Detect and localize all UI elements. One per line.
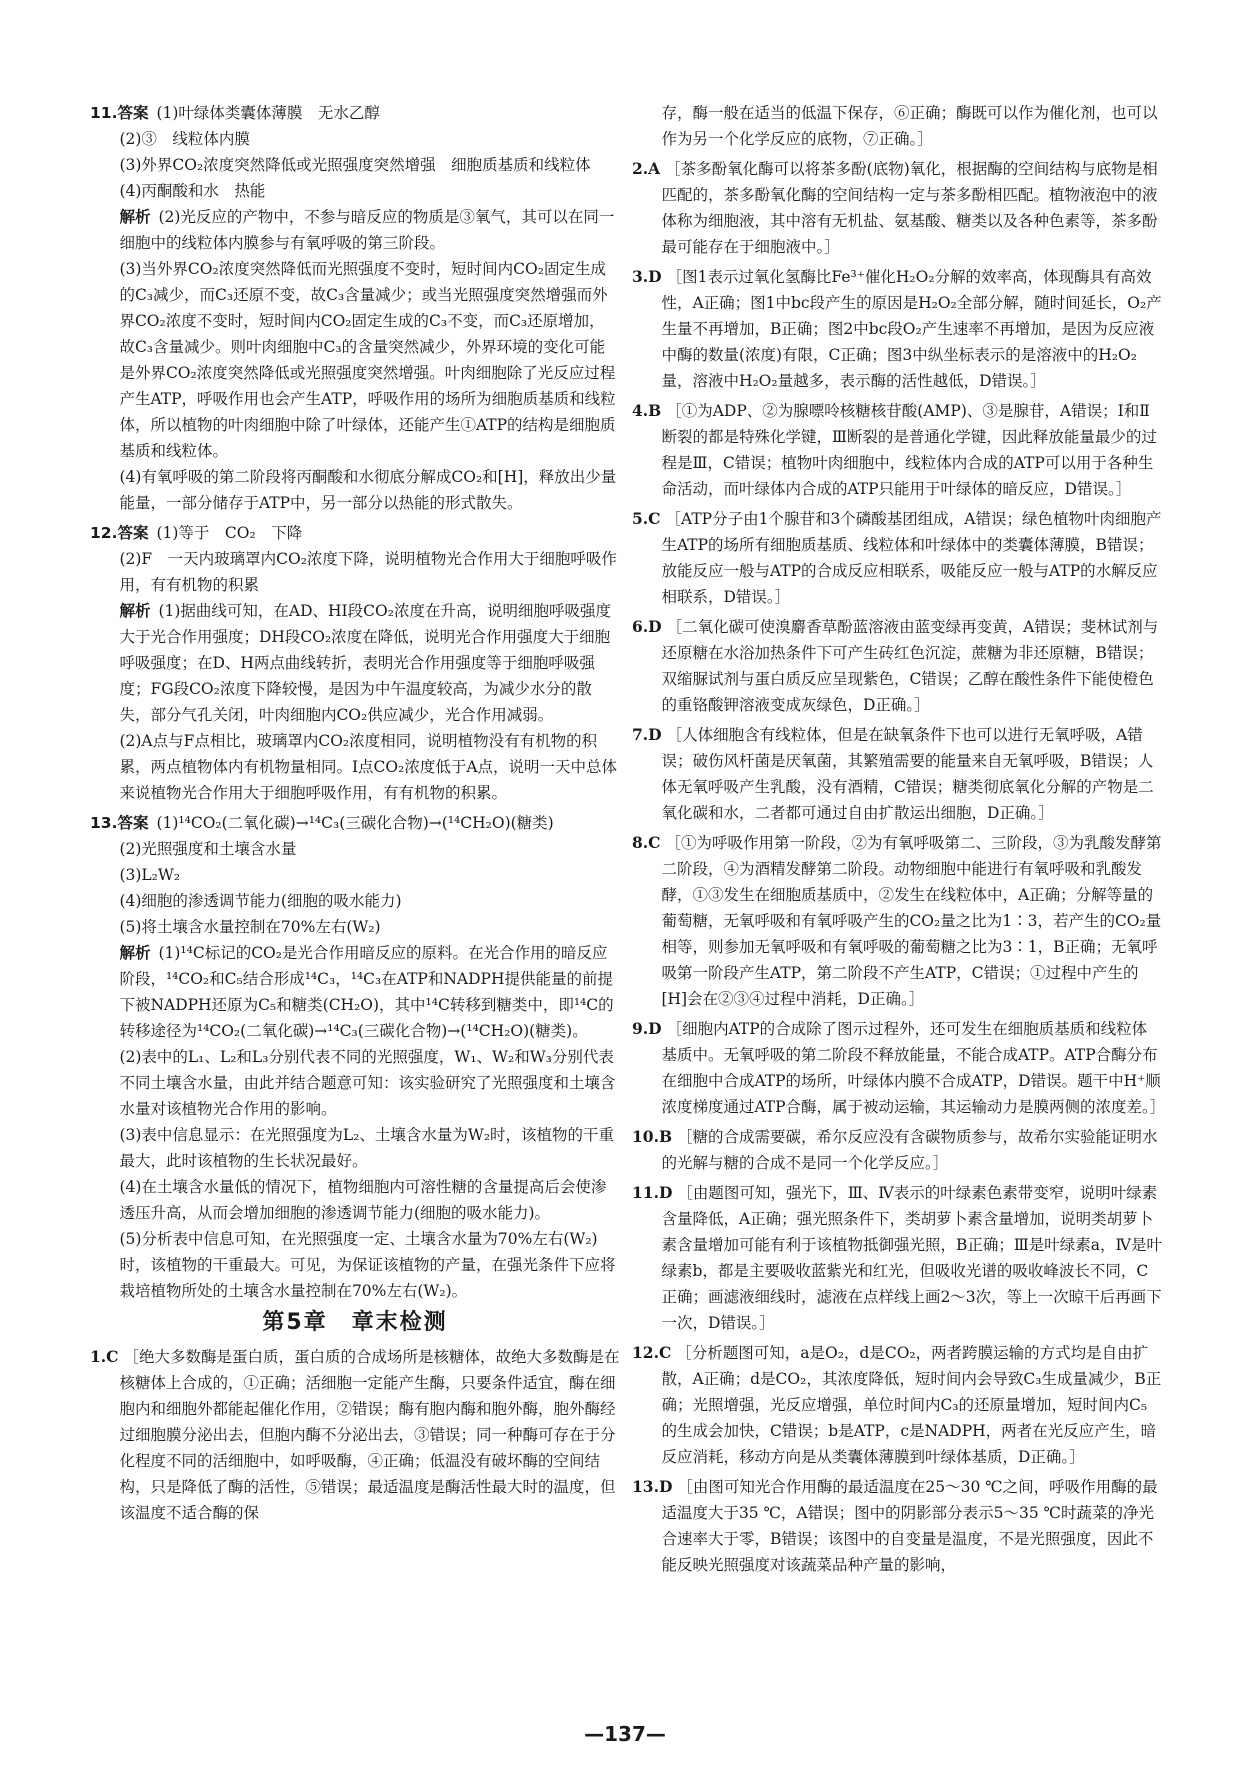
item-number: 10.B [632,1127,673,1146]
answer-6: 6.D ［二氧化碳可使溴麝香草酚蓝溶液由蓝变绿再变黄，A错误；斐林试剂与还原糖在水浴加热条件下可产生砖红色沉淀，蔗糖为非还原糖，B错误；双缩脲试剂与蛋白质反应呈现紫色，C错误；乙醇在酸性条件下能使橙色的重铬酸钾溶液变成灰绿色，D正确。］ [632,617,1159,714]
explanation-label: 解析 [119,602,151,620]
item-number: 7.D [632,725,662,744]
answer-11: 11.答案 (1)叶绿体类囊体薄膜 无水乙醇 (2)③ 线粒体内膜 (3)外界CO₂浓度突然降低或光照强度突然增强 细胞质基质和线粒体 (4)丙酮酸和水 热能 解析 (2)光反应的产物中，不参与暗反应的物质是③氧气，其可以在同一细胞中的线粒体内膜参与有氧呼吸的第三阶段。 (3)当外界CO₂浓度突然降低而光照强度不变时，短时间内CO₂固定生成的C₃减少，而C₃还原不变，故C₃含量减少；或当光照强度突然增强而外界CO₂浓度不变时，短时间内CO₂固定生成的C₃不变，而C₃还原增加，故C₃含量减少。则叶肉细胞中C₃的含量突然减少，外界环境的变化可能是外界CO₂浓度突然降低或光照强度突然增强。叶肉细胞除了光反应过程产生ATP，呼吸作用也会产生ATP，呼吸作用的场所为细胞质基质和线粒体，所以植物的叶肉细胞中除了叶绿体，还能产生①ATP的结构是细胞质基质和线粒体。 (4)有氧呼吸的第二阶段将丙酮酸和水彻底分解成CO₂和[H]，释放出少量能量，一部分储存于ATP中，另一部分以热能的形式散失。 [90,104,617,512]
answer-9: 9.D ［细胞内ATP的合成除了图示过程外，还可发生在细胞质基质和线粒体基质中。无氧呼吸的第二阶段不释放能量，不能合成ATP。ATP合酶分布在细胞中合成ATP的场所，叶绿体内膜不合成ATP，D错误。题干中H⁺顺浓度梯度通过ATP合酶，属于被动运输，其运输动力是膜两侧的浓度差。］ [632,1019,1166,1116]
chapter-heading: 第5章 章末检测 [262,1310,448,1335]
left-column [90,100,620,1530]
explanation-label: 解析 [119,208,151,226]
answer-13-ch5: 13.D ［由图可知光合作用酶的最适温度在25～30 ℃之间，呼吸作用酶的最适温度大于35 ℃，A错误；图中的阴影部分表示5～35 ℃时蔬菜的净光合速率大于零，B错误；该图中的自变量是温度，不是光照强度，因此不能反映光照强度对该蔬菜品种产量的影响， [632,1477,1158,1574]
answer-11-ch5: 11.D ［由题图可知，强光下，Ⅲ、Ⅳ表示的叶绿素色素带变窄，说明叶绿素含量降低，A正确；强光照条件下，类胡萝卜素含量增加，说明类胡萝卜素含量增加可能有利于该植物抵御强光照，B正确；Ⅲ是叶绿素a，Ⅳ是叶绿素b，都是主要吸收蓝紫光和红光，但吸收光谱的吸收峰波长不同，C正确；画滤液细线时，滤液在点样线上画2～3次，等上一次晾干后再画下一次，D错误。］ [632,1183,1163,1332]
answer-10: 10.B ［糖的合成需要碳，希尔反应没有含碳物质参与，故希尔实验能证明水的光解与糖的合成不是同一个化学反应。］ [632,1127,1158,1172]
answer-4: 4.B ［①为ADP、②为腺嘌呤核糖核苷酸(AMP)、③是腺苷，A错误；Ⅰ和Ⅱ断裂的都是特殊化学键，Ⅲ断裂的是普通化学键，因此释放能量最少的过程是Ⅲ，C错误；植物叶肉细胞中，线粒体内合成的ATP可以用于各种生命活动，而叶绿体内合成的ATP只能用于叶绿体的暗反应，D错误。］ [632,401,1157,498]
item-number: 5.C [632,509,661,528]
answer-label: 13.答案 [90,814,149,832]
page-number: —137— [584,1722,666,1746]
item-number: 4.B [632,401,662,420]
item-number: 3.D [632,267,662,286]
explanation-label: 解析 [119,944,151,962]
item-number: 6.D [632,617,662,636]
item-number: 11.D [632,1183,673,1202]
answer-3: 3.D ［图1表示过氧化氢酶比Fe³⁺催化H₂O₂分解的效率高，体现酶具有高效性，A正确；图1中bc段产生的原因是H₂O₂全部分解，随时间延长，O₂产生量不再增加，B正确；图2中bc段O₂产生速率不再增加，是因为反应液中酶的数量(浓度)有限，C正确；图3中纵坐标表示的是溶液中的H₂O₂量，溶液中H₂O₂量越多，表示酶的活性越低，D错误。］ [632,267,1162,390]
answer-1: 1.C ［绝大多数酶是蛋白质，蛋白质的合成场所是核糖体，故绝大多数酶是在核糖体上合成的，①正确；活细胞一定能产生酶，只要条件适宜，酶在细胞内和细胞外都能起催化作用，②错误；酶有胞内酶和胞外酶，胞外酶经过细胞膜分泌出去，但胞内酶不分泌出去，③错误；同一种酶可存在于分化程度不同的活细胞中，如呼吸酶，④正确；低温没有破坏酶的空间结构，只是降低了酶的活性，⑤错误；最适温度是酶活性最大时的温度，但该温度不适合酶的保 [90,1347,620,1522]
right-column [632,100,1166,1582]
answer-5: 5.C ［ATP分子由1个腺苷和3个磷酸基团组成，A错误；绿色植物叶肉细胞产生ATP的场所有细胞质基质、线粒体和叶绿体中的类囊体薄膜，B错误；放能反应一般与ATP的合成反应相联系，吸能反应一般与ATP的水解反应相联系，D错误。］ [632,509,1162,606]
answer-8: 8.C ［①为呼吸作用第一阶段，②为有氧呼吸第二、三阶段，③为乳酸发酵第二阶段，④为酒精发酵第二阶段。动物细胞中能进行有氧呼吸和乳酸发酵，①③发生在细胞质基质中，②发生在线粒体中，A正确；分解等量的葡萄糖，无氧呼吸和有氧呼吸产生的CO₂量之比为1∶3，若产生的CO₂量相等，则参加无氧呼吸和有氧呼吸的葡萄糖之比为3∶1，B正确；无氧呼吸第一阶段产生ATP，第二阶段不产生ATP，C错误；①过程中产生的[H]会在②③④过程中消耗，D正确。］ [632,833,1162,1008]
item-number: 9.D [632,1019,662,1038]
answer-label: 11.答案 [90,104,149,122]
item-number: 1.C [90,1347,119,1366]
item-number: 13.D [632,1477,673,1496]
item-number: 8.C [632,833,661,852]
answer-12: 12.答案 (1)等于 CO₂ 下降 (2)F 一天内玻璃罩内CO₂浓度下降，说明植物光合作用大于细胞呼吸作用，有有机物的积累 解析 (1)据曲线可知，在AD、HI段CO₂浓度在升高，说明细胞呼吸强度大于光合作用强度；DH段CO₂浓度在降低，说明光合作用强度大于细胞呼吸强度；在D、H两点曲线转折，表明光合作用强度等于细胞呼吸强度；FG段CO₂浓度下降较慢，是因为中午温度较高，为减少水分的散失，部分气孔关闭，叶肉细胞内CO₂供应减少，光合作用减弱。 (2)A点与F点相比，玻璃罩内CO₂浓度相同，说明植物没有有机物的积累，两点植物体内有机物量相同。I点CO₂浓度低于A点，说明一天中总体来说植物光合作用大于细胞呼吸作用，有有机物的积累。 [90,524,618,802]
item-number: 2.A [632,159,661,178]
answer-label: 12.答案 [90,524,149,542]
answer-12-ch5: 12.C ［分析题图可知，a是O₂，d是CO₂，两者跨膜运输的方式均是自由扩散，A正确；d是CO₂，其浓度降低，短时间内会导致C₃生成量减少，B正确；光照增强，光反应增强，单位时间内C₃的还原量增加，短时间内C₅的生成会加快，C错误；b是ATP，c是NADPH，两者在光反应产生，暗反应消耗，移动方向是从类囊体薄膜到叶绿体基质，D正确。］ [632,1343,1162,1466]
answer-1-continued: 存，酶一般在适当的低温下保存，⑥正确；酶既可以作为催化剂，也可以作为另一个化学反应的底物，⑦正确。］ [661,104,1158,148]
answer-2: 2.A ［茶多酚氧化酶可以将茶多酚(底物)氧化，根据酶的空间结构与底物是相匹配的，茶多酚氧化酶的空间结构一定与茶多酚相匹配。植物液泡中的液体称为细胞液，其中溶有无机盐、氨基酸、糖类以及各种色素等，茶多酚最可能存在于细胞液中。］ [632,159,1158,256]
item-number: 12.C [632,1343,672,1362]
answer-13: 13.答案 (1)¹⁴CO₂(二氧化碳)→¹⁴C₃(三碳化合物)→(¹⁴CH₂O)(糖类) (2)光照强度和土壤含水量 (3)L₂W₂ (4)细胞的渗透调节能力(细胞的吸水能力) (5)将土壤含水量控制在70%左右(W₂) 解析 (1)¹⁴C标记的CO₂是光合作用暗反应的原料。在光合作用的暗反应阶段，¹⁴CO₂和C₅结合形成¹⁴C₃，¹⁴C₃在ATP和NADPH提供能量的前提下被NADPH还原为C₅和糖类(CH₂O)，其中¹⁴C转移到糖类中，即¹⁴C的转移途径为¹⁴CO₂(二氧化碳)→¹⁴C₃(三碳化合物)→(¹⁴CH₂O)(糖类)。 (2)表中的L₁、L₂和L₃分别代表不同的光照强度，W₁、W₂和W₃分别代表不同土壤含水量，由此并结合题意可知：该实验研究了光照强度和土壤含水量对该植物光合作用的影响。 (3)表中信息显示：在光照强度为L₂、土壤含水量为W₂时，该植物的干重最大，此时该植物的生长状况最好。 (4)在土壤含水量低的情况下，植物细胞内可溶性糖的含量提高后会使渗透压升高，从而会增加细胞的渗透调节能力(细胞的吸水能力)。 (5)分析表中信息可知，在光照强度一定、土壤含水量为70%左右(W₂)时，该植物的干重最大。可见，为保证该植物的产量，在强光条件下应将栽培植物所处的土壤含水量控制在70%左右(W₂)。 [90,814,616,1300]
answer-7: 7.D ［人体细胞含有线粒体，但是在缺氧条件下也可以进行无氧呼吸，A错误；破伤风杆菌是厌氧菌，其繁殖需要的能量来自无氧呼吸，B错误；人体无氧呼吸产生乳酸，没有酒精，C错误；糖类彻底氧化分解的产物是二氧化碳和水，二者都可通过自由扩散运出细胞，D正确。］ [632,725,1154,822]
